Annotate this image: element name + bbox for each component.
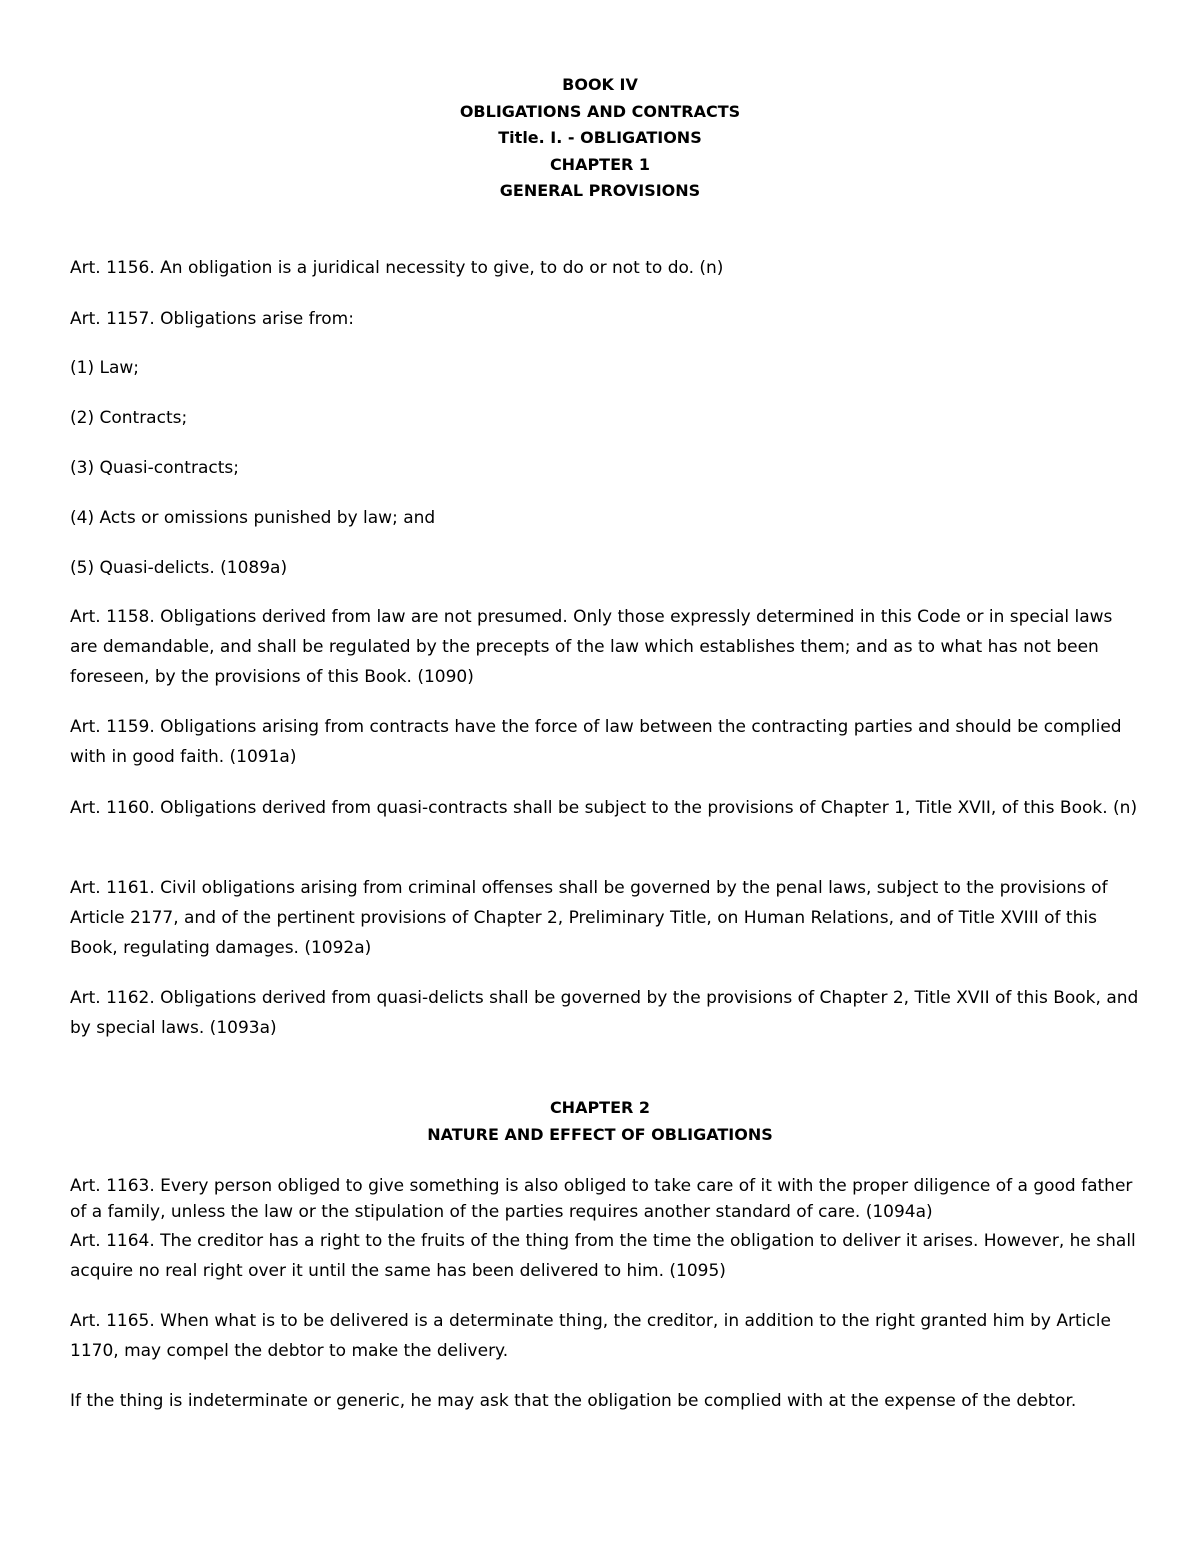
article-1159: Art. 1159. Obligations arising from contracts have the force of law between the contracting parties and should be complied with in good faith. (1091a)	[70, 717, 1122, 767]
title-heading: Title. I. - OBLIGATIONS	[498, 128, 702, 147]
chapter-number: CHAPTER 2	[549, 1098, 651, 1117]
book-number: BOOK IV	[562, 75, 638, 94]
article-1161: Art. 1161. Civil obligations arising from criminal offenses shall be governed by the penal laws, subject to the provisions of Article 2177, and of the pertinent provisions of Chapter 2, Preliminary Title, on Human Relations, and of Title XVIII of this Book, regulating damages. (1092a)	[70, 878, 1108, 958]
list-item-quasi-delicts: (5) Quasi-delicts. (1089a)	[70, 558, 288, 578]
list-item-quasi-contracts: (3) Quasi-contracts;	[70, 458, 239, 478]
article-1158: Art. 1158. Obligations derived from law are not presumed. Only those expressly determined in this Code or in special laws are demandable, and shall be regulated by the precepts of the law which establishes them; and as to what has not been foreseen, by the provisions of this Book. (1090)	[70, 607, 1113, 687]
article-1156: Art. 1156. An obligation is a juridical necessity to give, to do or not to do. (n)	[70, 258, 724, 278]
list-item-acts-omissions: (4) Acts or omissions punished by law; and	[70, 508, 436, 528]
article-1165: Art. 1165. When what is to be delivered is a determinate thing, the creditor, in addition to the right granted him by Article 1170, may compel the debtor to make the delivery.	[70, 1311, 1111, 1361]
list-item-law: (1) Law;	[70, 358, 140, 378]
article-1164: Art. 1164. The creditor has a right to the fruits of the thing from the time the obligation to deliver it arises. However, he shall acquire no real right over it until the same has been delivered to him. (1095)	[70, 1231, 1136, 1281]
article-1157: Art. 1157. Obligations arise from:	[70, 309, 354, 329]
chapter-title: GENERAL PROVISIONS	[499, 181, 701, 200]
list-item-contracts: (2) Contracts;	[70, 408, 188, 428]
chapter-title: NATURE AND EFFECT OF OBLIGATIONS	[427, 1124, 773, 1144]
article-1163: Art. 1163. Every person obliged to give something is also obliged to take care of it with the proper diligence of a good father of a family, unless the law or the stipulation of the parties requires another standard of care. (1094a)	[70, 1176, 1133, 1222]
paragraph-indeterminate-thing: If the thing is indeterminate or generic, he may ask that the obligation be complied with at the expense of the debtor.	[70, 1391, 1077, 1411]
article-1162: Art. 1162. Obligations derived from quasi-delicts shall be governed by the provisions of Chapter 2, Title XVII of this Book, and by special laws. (1093a)	[70, 988, 1139, 1038]
chapter-1-heading	[0, 72, 1200, 205]
book-title: OBLIGATIONS AND CONTRACTS	[459, 101, 741, 121]
article-1160: Art. 1160. Obligations derived from quasi-contracts shall be subject to the provisions of Chapter 1, Title XVII, of this Book. (n)	[70, 798, 1138, 818]
chapter-number: CHAPTER 1	[549, 154, 651, 174]
chapter-2-heading	[0, 1095, 1200, 1148]
